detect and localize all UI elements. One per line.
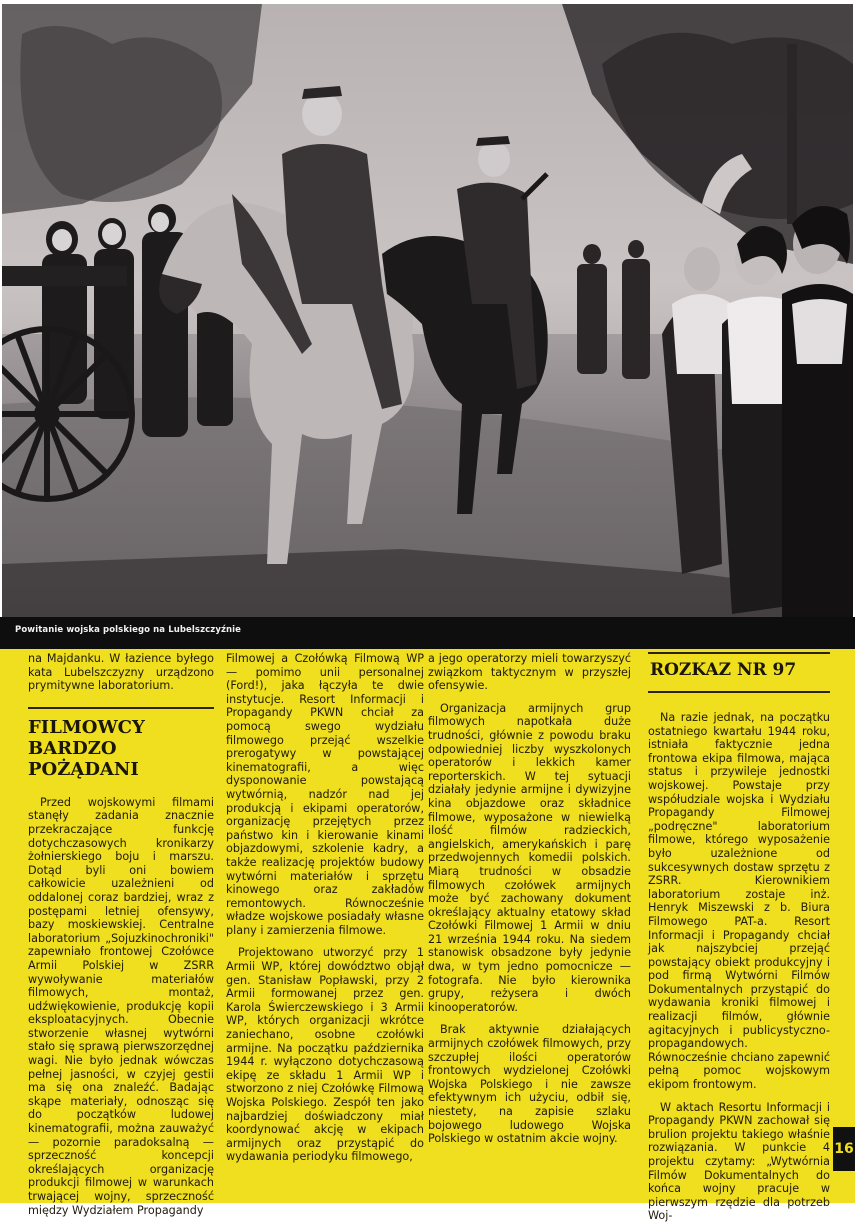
photo-illustration: [2, 4, 853, 617]
section-heading-block: [648, 652, 830, 693]
section-heading-block: [28, 707, 214, 780]
column-1: [28, 652, 214, 1226]
divider: [648, 652, 830, 654]
paragraph: Organizacja armijnych grup filmowych napotkała duże trudności, głównie z powodu braku odpowiedniej liczby wyszkolonych operatorów i lekkich kamer reporterskich. W tej sytuacji działały jedynie armijne i dywizyjne kina objazdowe oraz składnice filmowe, wyposażone w niewielką ilość filmów radzieckich, angielskich, amerykańskich i parę przedwojennych komedii polskich. Miarą trudności w obsadzie filmowych czołówek armijnych może być zachowany dokument określający aktualny etatowy skład Czołówki Filmowej 1 Armii w dniu 21 września 1944 roku. Na siedem stanowisk obsadzone były jedynie dwa, w tym jedno pomocnicze — fotografa. Nie było kierownika grupy, reżysera i dwóch kinooperatorów.: [428, 701, 631, 1014]
divider: [648, 691, 830, 693]
photo-caption: Powitanie wojska polskiego na Lubelszczyźnie: [15, 625, 242, 635]
caption-bar: [0, 617, 855, 649]
paragraph: Projektowano utworzyć przy 1 Armii WP, której dowództwo objął gen. Stanisław Popławski, przy 2 Armii formowanej przez gen. Karola Świerczewskiego i 3 Armii WP, których organizacji wkrótce zaniechano, osobne czołówki armijne. Na początku października 1944 r. wyłączono dotychczasową ekipę ze składu 1 Armii WP i stworzono z niej Czołówkę Filmową Wojska Polskiego. Zespół ten jako najbardziej doświadczony miał koordynować akcję w ekipach armijnych oraz przystąpić do wydawania periodyku filmowego,: [226, 946, 424, 1164]
divider: [28, 707, 214, 709]
paragraph: W aktach Resortu Informacji i Propagandy PKWN zachował się brulion projektu takiego właśnie rozwiązania. W punkcie 4 projektu czytamy: „Wytwórnia Filmów Dokumentalnych do końca wojny pracuje w pierwszym rzędzie dla potrzeb Woj-: [648, 1100, 830, 1223]
column-4: [648, 652, 830, 1232]
article-body: [0, 649, 855, 1223]
paragraph: Filmowej a Czołówką Filmową WP — pomimo unii personalnej (Ford!), jaka łączyła te dwie instytucje. Resort Informacji i Propagandy PKWN chciał za pomocą swego wydziału filmowego przejąć wszelkie prerogatywy w powstającej kinematografii, a więc dysponowanie powstającą wytwórnią, nadzór nad jej produkcją i ekipami operatorów, organizację przejętych przez państwo kin i kierowanie kinami objazdowymi, szkolenie kadry, a także realizację projektów budowy wytwórni materiałów i sprzętu kinowego oraz zakładów remontowych. Równocześnie władze wojskowe posiadały własne plany i zamierzenia filmowe.: [226, 652, 424, 937]
paragraph: Na razie jednak, na początku ostatniego kwartału 1944 roku, istniała faktycznie jedna frontowa ekipa filmowa, mająca status i przywileje jednostki wojskowej. Powstaje przy współudziale wojska i Wydziału Propagandy Filmowej „podręczne" laboratorium filmowe, którego wyposażenie było uzależnione od sukcesywnych dostaw sprzętu z ZSRR. Kierownikiem laboratorium zostaje inż. Henryk Miszewski z b. Biura Filmowego PAT-a. Resort Informacji i Propagandy chciał jak najszybciej przejąć powstający obiekt produkcyjny i pod firmą Wytwórni Filmów Dokumentalnych przystąpić do wydawania kroniki filmowej i realizacji filmów, głównie agitacyjnych i publicystyczno-propagandowych. Równocześnie chciano zapewnić pełną pomoc wojskowym ekipom frontowym.: [648, 711, 830, 1092]
paragraph: a jego operatorzy mieli towarzyszyć związkom taktycznym w przyszłej ofensywie.: [428, 652, 631, 693]
column-3: [428, 652, 631, 1155]
historical-photograph: [2, 4, 853, 617]
column-2: [226, 652, 424, 1173]
page-number: 16: [833, 1127, 855, 1171]
paragraph: Brak aktywnie działających armijnych czołówek filmowych, przy szczupłej ilości operatorów frontowych wydzielonej Czołówki Wojska Polskiego i nie zawsze efektywnym ich użyciu, odbił się, niestety, na zapisie szlaku bojowego ludowego Wojska Polskiego w ostatnim akcie wojny.: [428, 1023, 631, 1146]
paragraph: Przed wojskowymi filmami stanęły zadania znacznie przekraczające funkcję dotychczasowych kronikarzy żołnierskiego boju i marszu. Dotąd byli oni bowiem całkowicie uzależnieni od oddalonej coraz bardziej, wraz z postępami letniej ofensywy, bazy moskiewskiej. Centralne laboratorium „Sojuzkinochroniki" zapewniało frontowej Czołówce Armii Polskiej w ZSRR wywoływanie materiałów filmowych, montaż, udźwiękowienie, produkcję kopii eksploatacyjnych. Obecnie stworzenie własnej wytwórni stało się sprawą pierwszorzędnej wagi. Nie było jednak wówczas pełnej jasności, w czyjej gestii ma się ona znaleźć. Badając skąpe materiały, odnosząc się do początków ludowej kinematografii, można zauważyć — pozornie paradoksalną — sprzeczność koncepcji określających organizację produkcji filmowej w warunkach trwającej wojny, sprzeczność między Wydziałem Propagandy: [28, 795, 214, 1217]
paragraph: na Majdanku. W łazience byłego kata Lubelszczyzny urządzono prymitywne laboratorium.: [28, 652, 214, 693]
section-heading: FILMOWCY BARDZO POŻĄDANI: [28, 716, 145, 780]
section-heading: ROZKAZ NR 97: [650, 660, 797, 680]
